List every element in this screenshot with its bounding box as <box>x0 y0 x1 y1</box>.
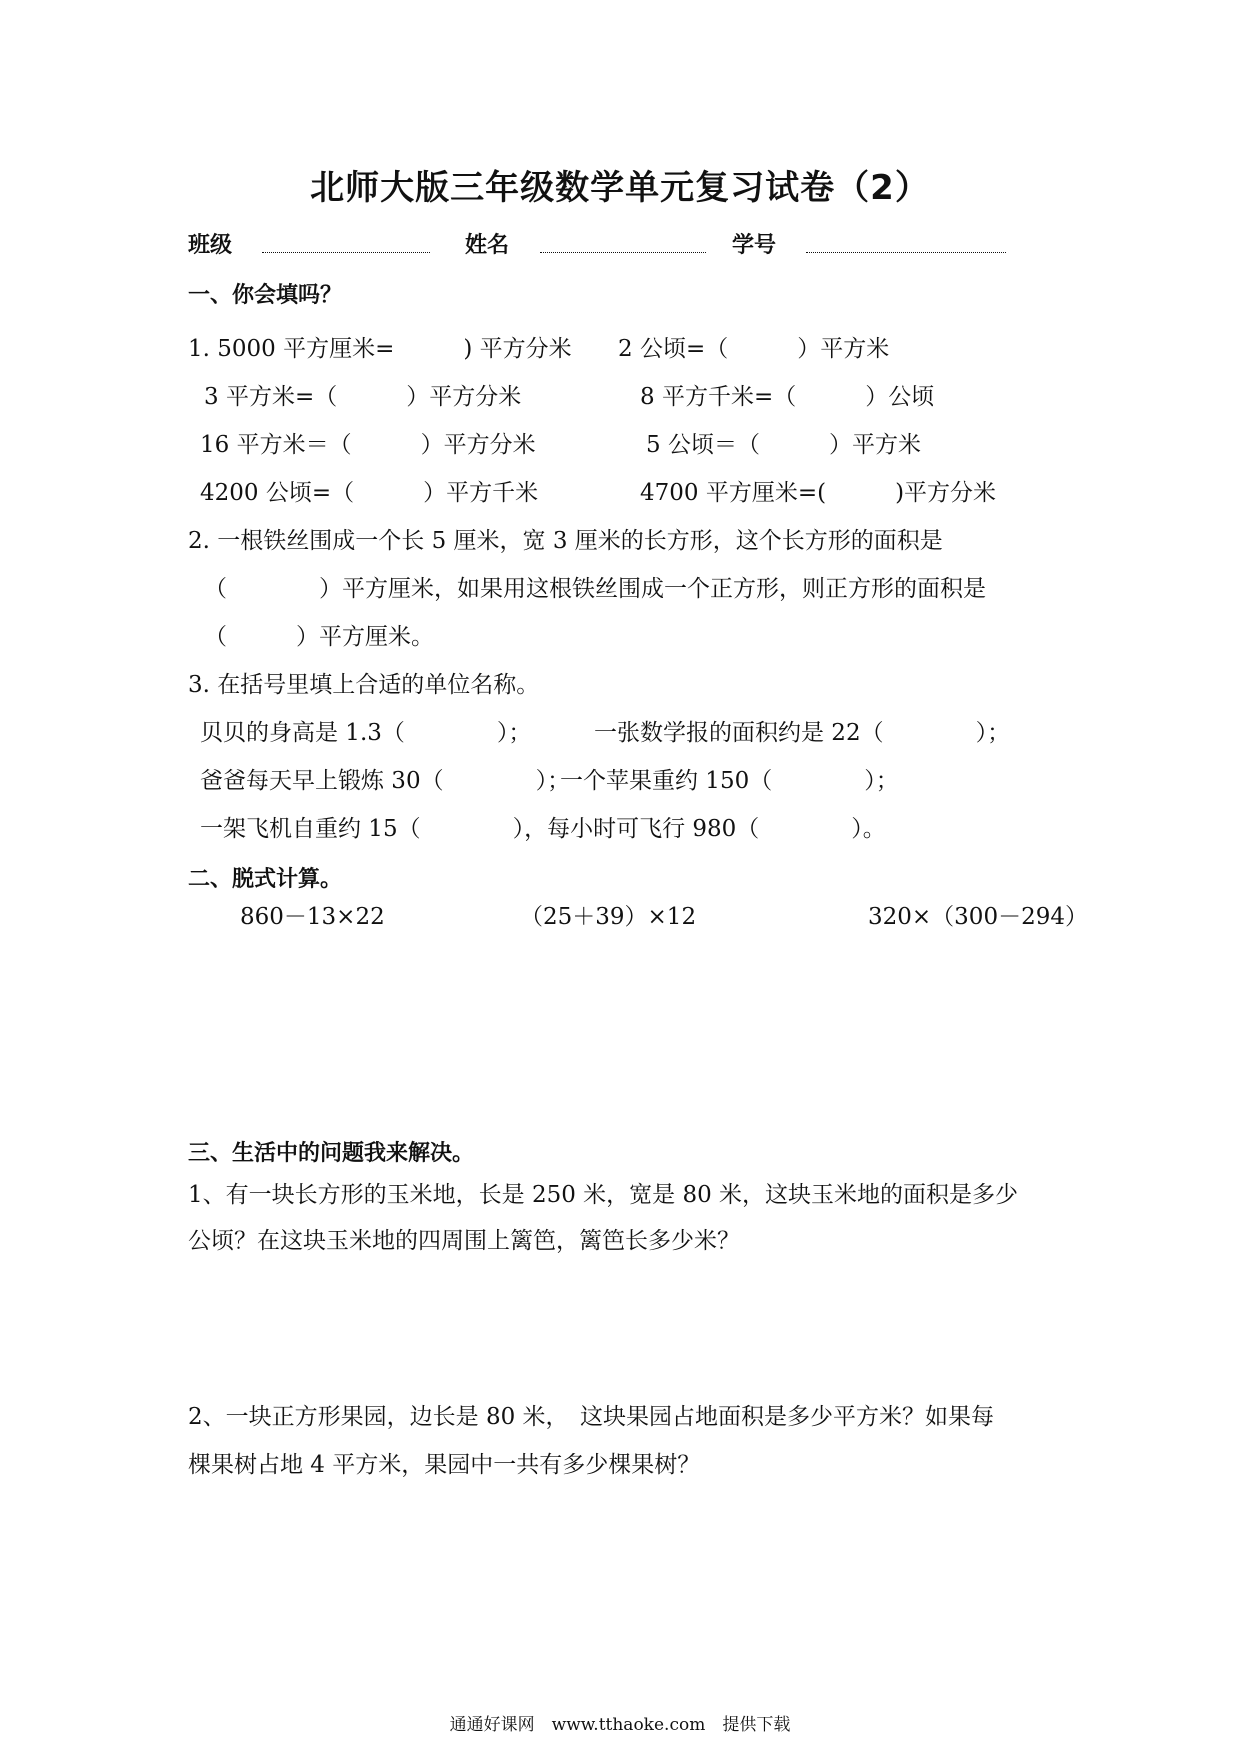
page-title: 北师大版三年级数学单元复习试卷（2） <box>310 168 930 208</box>
problem2-line2: 棵果树占地 4 平方米，果园中一共有多少棵果树？ <box>188 1452 701 1478</box>
q2-line2: （ ）平方厘米，如果用这根铁丝围成一个正方形，则正方形的面积是 <box>204 576 986 602</box>
q1-row3-right: 5 公顷＝（ ）平方米 <box>646 432 921 458</box>
problem1-line2: 公顷？在这块玉米地的四周围上篱笆，篱笆长多少米？ <box>188 1228 740 1254</box>
q3-row3: 一架飞机自重约 15（ ），每小时可飞行 980（ ）。 <box>200 816 886 842</box>
q1-row1-right: 2 公顷=（ ）平方米 <box>618 336 890 362</box>
problem1-line1: 1、有一块长方形的玉米地，长是 250 米，宽是 80 米，这块玉米地的面积是多少 <box>188 1182 1019 1208</box>
q3-row1-right: 一张数学报的面积约是 22（ ）； <box>594 720 1011 746</box>
expression-1: 860－13×22 <box>240 904 385 930</box>
q1-row2-right: 8 平方千米=（ ）公顷 <box>640 384 935 410</box>
q2-line3: （ ）平方厘米。 <box>204 624 434 650</box>
number-label: 学号 <box>732 233 777 258</box>
expression-3: 320×（300－294） <box>868 904 1088 930</box>
q2-line1: 2. 一根铁丝围成一个长 5 厘米，宽 3 厘米的长方形，这个长方形的面积是 <box>188 528 943 554</box>
q3-row2-right: 一个苹果重约 150（ ）； <box>560 768 899 794</box>
expression-2: （25＋39）×12 <box>520 904 697 930</box>
class-blank[interactable] <box>262 252 430 253</box>
q3-row1-left: 贝贝的身高是 1.3（ ）； <box>200 720 532 746</box>
footer-text: 通通好课网 www.tthaoke.com 提供下载 <box>449 1715 791 1735</box>
number-blank[interactable] <box>806 252 1006 253</box>
class-label: 班级 <box>188 233 233 258</box>
q1-row2-left: 3 平方米=（ ）平方分米 <box>204 384 522 410</box>
q1-row4-left: 4200 公顷=（ ）平方千米 <box>200 480 539 506</box>
section2-heading: 二、脱式计算。 <box>188 867 343 892</box>
section3-heading: 三、生活中的问题我来解决。 <box>188 1141 475 1166</box>
q1-row3-left: 16 平方米＝（ ）平方分米 <box>200 432 536 458</box>
q3-intro: 3. 在括号里填上合适的单位名称。 <box>188 672 540 698</box>
q3-row2-left: 爸爸每天早上锻炼 30（ ）； <box>200 768 571 794</box>
problem2-line1: 2、一块正方形果园，边长是 80 米， 这块果园占地面积是多少平方米？如果每 <box>188 1404 995 1430</box>
name-blank[interactable] <box>540 252 706 253</box>
section1-heading: 一、你会填吗？ <box>188 283 343 308</box>
q1-row1-left: 1. 5000 平方厘米= ) 平方分米 <box>188 336 572 362</box>
name-label: 姓名 <box>465 233 510 258</box>
q1-row4-right: 4700 平方厘米=( )平方分米 <box>640 480 997 506</box>
